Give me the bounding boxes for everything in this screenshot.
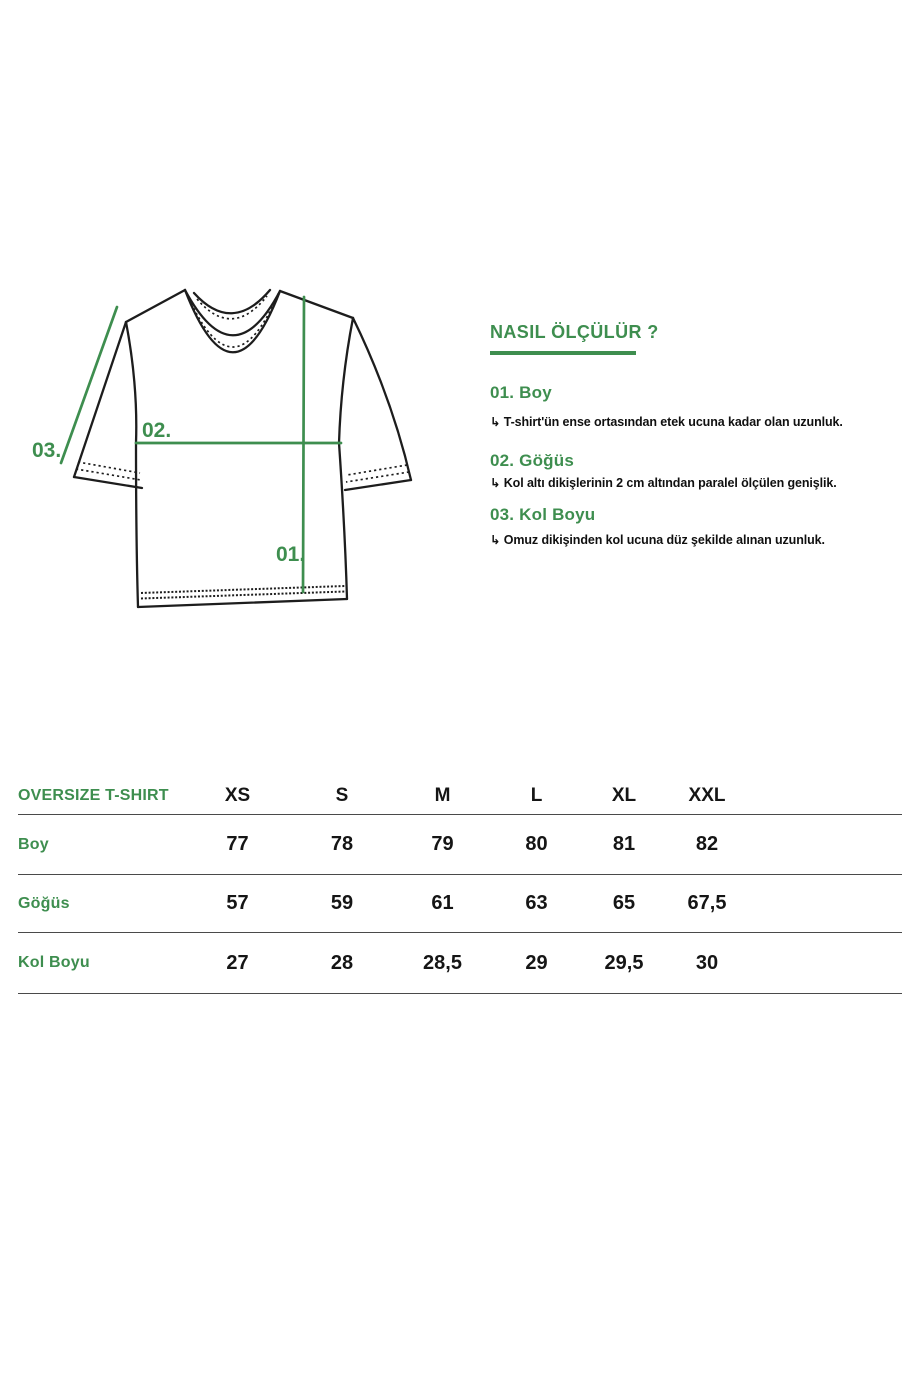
size-value-cell: 82 [695,833,719,855]
right-armhole-seam [339,318,353,443]
size-value-cell: 81 [612,833,636,855]
measure-label-02: 02. [142,419,172,442]
size-value-cell: 61 [431,892,454,914]
bottom-hem-stitch-1 [141,586,345,593]
title-underline [490,351,636,355]
measure-line-03-sleeve [61,307,117,463]
measure-label-03: 03. [32,439,62,462]
size-column-header-xxl: XXL [688,784,726,806]
tshirt-measurement-diagram [20,260,460,640]
size-value-cell: 29,5 [604,951,644,974]
size-row-label-gogus: Göğüs [18,894,70,912]
left-sleeve-outer-edge [74,322,126,477]
size-column-header-s: S [335,784,349,806]
size-row-label-kol-boyu: Kol Boyu [18,954,90,971]
product-label: OVERSIZE T-SHIRT [18,786,169,804]
size-value-cell: 79 [431,833,454,855]
size-value-cell: 63 [525,892,548,914]
size-value-cell: 28 [330,951,354,974]
size-value-cell: 67,5 [687,892,727,914]
size-value-cell: 80 [525,833,548,855]
tshirt-outline [74,290,411,607]
size-value-cell: 28,5 [423,951,462,974]
size-column-header-m: M [434,784,451,806]
measure-item-description-kol-boyu: ↳ Omuz dikişinden kol ucuna düz şekilde alınan uzunluk. [490,533,825,547]
size-table [18,777,902,994]
size-column-header-xl: XL [611,784,637,806]
size-value-cell: 59 [330,892,354,914]
measure-item-description-gogus: ↳ Kol altı dikişlerinin 2 cm altından paralel ölçülen genişlik. [490,476,837,490]
table-row-boy [18,815,902,875]
body-left-edge [136,443,138,607]
measure-label-01: 01. [276,543,306,566]
body-right-edge [339,443,347,599]
size-table-header-row [18,777,902,815]
left-armhole-seam [126,322,136,443]
left-shoulder-seam [126,290,185,322]
right-sleeve-hem [345,480,411,490]
size-column-header-l: L [530,784,543,806]
size-column-header-xs: XS [224,784,251,806]
measure-item-description-boy: ↳ T-shirt'ün ense ortasından etek ucuna kadar olan uzunluk. [490,415,843,429]
size-value-cell: 65 [612,892,636,914]
size-row-label-boy: Boy [18,835,49,853]
size-value-cell: 78 [330,833,354,855]
collar-back-arc [194,290,270,313]
measure-item-heading-gogus: 02. Göğüs [490,451,574,470]
measure-item-heading-kol-boyu: 03. Kol Boyu [490,505,596,524]
size-value-cell: 27 [226,951,249,974]
right-sleeve-outer-edge [353,318,411,480]
measure-item-heading-boy: 01. Boy [490,383,552,402]
left-sleeve-hem [74,477,142,488]
collar-back-stitch [197,296,267,319]
size-value-cell: 77 [226,833,249,855]
how-to-measure-title: NASIL ÖLÇÜLÜR ? [490,322,659,342]
measurement-labels [32,419,305,566]
right-shoulder-seam [280,291,353,318]
size-value-cell: 30 [695,951,719,974]
collar-outer-stitch [187,294,278,347]
table-row-kol-boyu [18,933,902,994]
bottom-hem-stitching [141,586,345,599]
table-row-gogus [18,875,902,933]
body-bottom-edge [138,599,347,607]
size-value-cell: 57 [226,892,249,914]
size-value-cell: 29 [525,951,548,974]
